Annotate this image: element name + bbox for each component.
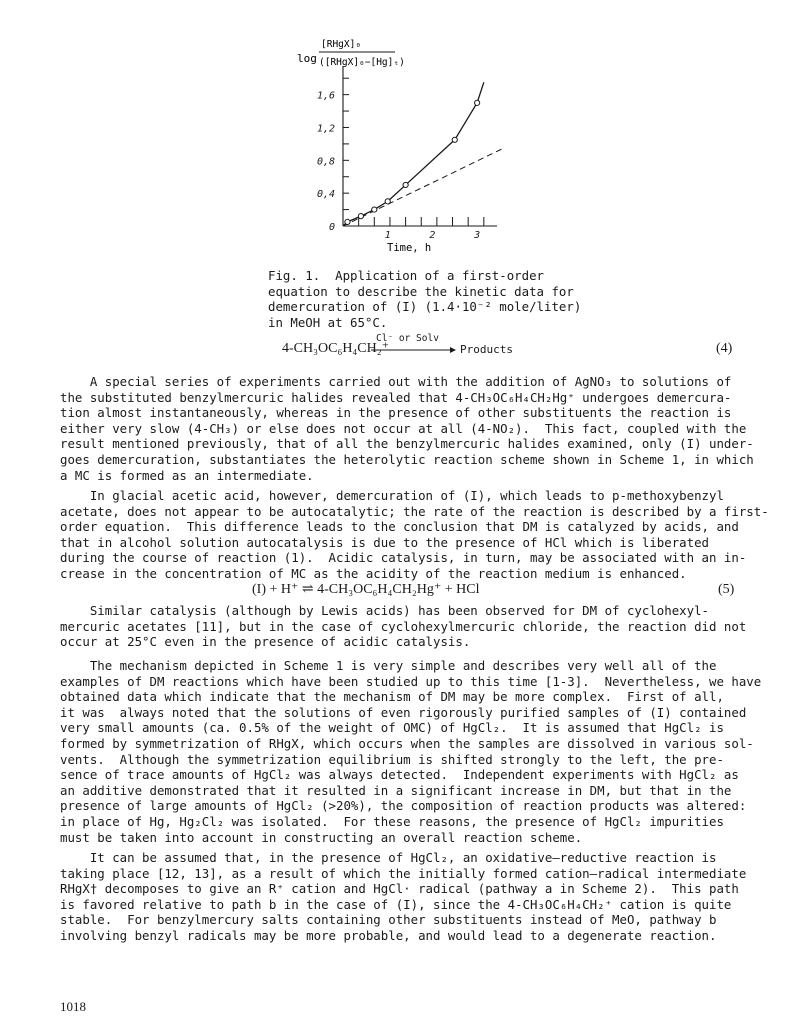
y-tick-label: 0,8	[316, 156, 335, 168]
data-point	[345, 219, 350, 224]
text-line: must be taken into account in constructing an overall reaction scheme.	[60, 829, 583, 845]
ylabel-prefix: log	[297, 52, 317, 65]
text-line: mercuric acetates [11], but in the case of cyclohexylmercuric chloride, the reaction did not	[60, 618, 747, 634]
caption-line: demercuration of (I) (1.4·10⁻² mole/liter)	[268, 299, 582, 315]
eq4-arrow	[370, 345, 456, 355]
text-line: It can be assumed that, in the presence of HgCl₂, an oxidative–reductive reaction is	[60, 850, 717, 865]
text-line: The mechanism depicted in Scheme 1 is very simple and describes very well all of the	[60, 658, 717, 673]
text-line: acetate, does not appear to be autocatalytic; the rate of the reaction is described by a first-	[60, 503, 769, 519]
text-line: vents. Although the symmetrization equilibrium is shifted strongly to the left, the pre-	[60, 751, 724, 767]
paragraph-1	[60, 374, 754, 483]
text-line: the substituted benzylmercuric halides revealed that 4-CH₃OC₆H₄CH₂Hg⁺ undergoes demercura-	[60, 389, 732, 405]
text-line: sence of trace amounts of HgCl₂ was always detected. Independent experiments with HgCl₂ as	[60, 767, 739, 783]
text-line: during the course of reaction (1). Acidic catalysis, in turn, may be associated with an in-	[60, 550, 747, 566]
text-line: result mentioned previously, that of all the benzylmercuric halides examined, only (I) under-	[60, 436, 754, 452]
y-tick-label: 0,4	[316, 189, 335, 201]
ylabel-numerator: [RHgX]₀	[321, 39, 362, 50]
paragraph-4	[60, 658, 762, 845]
xlabel: Time, h	[387, 242, 432, 254]
text-line: order equation. This difference leads to the conclusion that DM is catalyzed by acids, and	[60, 519, 739, 535]
y-tick-label: 0	[328, 222, 335, 233]
text-line: crease in the concentration of MC as the acidity of the reaction medium is enhanced.	[60, 565, 687, 581]
figure-caption	[268, 268, 628, 330]
text-line: presence of large amounts of HgCl₂ (>20%), the composition of reaction products was altered:	[60, 798, 747, 814]
caption-line: Fig. 1. Application of a first-order	[268, 268, 545, 283]
data-point	[452, 137, 457, 142]
text-line: occur at 25°C even in the presence of acidic catalysis.	[60, 634, 471, 650]
text-line: formed by symmetrization of RHgX, which occurs when the samples are dissolved in various sol-	[60, 735, 754, 751]
paragraph-2	[60, 488, 769, 582]
text-line: taking place [12, 13], as a result of which the initially formed cation–radical intermediate	[60, 865, 747, 881]
plot-area	[317, 66, 504, 241]
data-point	[475, 100, 480, 105]
text-line: A special series of experiments carried out with the addition of AgNO₃ to solutions of	[60, 374, 732, 389]
eq4-rhs: Products	[460, 343, 513, 356]
eq4-condition: Cl⁻ or Solv	[376, 333, 439, 344]
caption-line: equation to describe the kinetic data for	[268, 283, 574, 299]
caption-line: in MeOH at 65°C.	[268, 314, 388, 330]
text-line: Similar catalysis (although by Lewis acids) has been observed for DM of cyclohexyl-	[60, 603, 710, 618]
eq4-lhs: 4-CH₃OC₆H₄CH₂⁺	[282, 341, 390, 356]
data-point	[403, 182, 408, 187]
text-line: either very slow (4-CH₃) or else does not occur at all (4-NO₂). This fact, coupled with the	[60, 420, 747, 436]
eq5-number: (5)	[718, 582, 735, 597]
text-line: in place of Hg, Hg₂Cl₂ was isolated. For these reasons, the presence of HgCl₂ impurities	[60, 813, 724, 829]
text-line: that in alcohol solution autocatalysis is due to the presence of HCl which is liberated	[60, 534, 710, 550]
text-line: an additive demonstrated that it resulted in a significant increase in DM, but that in the	[60, 782, 732, 798]
text-line: goes demercuration, substantiates the heterolytic reaction scheme shown in Scheme 1, in which	[60, 451, 754, 467]
text-line: it was always noted that the solutions of even rigorously purified samples of (I) contained	[60, 704, 747, 720]
ylabel-denominator: ([RHgX]₀−[Hg]ₜ)	[319, 57, 405, 68]
text-line: obtained data which indicate that the mechanism of DM may be more complex. First of all,	[60, 689, 724, 705]
dashed-series-line	[343, 148, 504, 226]
text-line: very small amounts (ca. 0.5% of the weight of OMC) of HgCl₂. It is assumed that HgCl₂ is	[60, 720, 724, 736]
data-point	[358, 214, 363, 219]
text-line: a MC is formed as an intermediate.	[60, 467, 314, 483]
text-line: tion almost instantaneously, whereas in the presence of other substituents the reaction is	[60, 405, 732, 421]
page-number: 1018	[60, 999, 86, 1014]
paragraph-5	[60, 850, 750, 944]
text-line: is favored relative to path b in the case of (I), since the 4-CH₃OC₆H₄CH₂⁺ cation is quite	[60, 896, 732, 912]
eq5-text: (I) + H⁺ ⇌ 4-CH₃OC₆H₄CH₂Hg⁺ + HCl	[252, 582, 480, 597]
y-tick-label: 1,2	[316, 123, 335, 135]
data-point	[385, 199, 390, 204]
text-line: involving benzyl radicals may be more probable, and would lead to a degenerate reaction.	[60, 927, 717, 943]
x-tick-label: 2	[429, 230, 436, 241]
eq4-number: (4)	[716, 341, 733, 356]
x-tick-label: 1	[384, 230, 391, 241]
data-point	[372, 207, 377, 212]
y-tick-label: 1,6	[316, 90, 335, 102]
text-line: RHgX† decomposes to give an R⁺ cation and HgCl· radical (pathway a in Scheme 2). This path	[60, 881, 739, 897]
x-tick-label: 3	[474, 230, 481, 241]
text-line: stable. For benzylmercury salts containing other substituents instead of MeO, pathway b	[60, 912, 717, 928]
paragraph-3	[60, 603, 750, 650]
text-line: In glacial acetic acid, however, demercuration of (I), which leads to p-methoxybenzyl	[60, 488, 724, 503]
text-line: examples of DM reactions which have been studied up to this time [1-3]. Nevertheless, we have	[60, 673, 762, 689]
solid-series-curve	[343, 82, 484, 226]
figure-1-chart	[295, 30, 535, 260]
